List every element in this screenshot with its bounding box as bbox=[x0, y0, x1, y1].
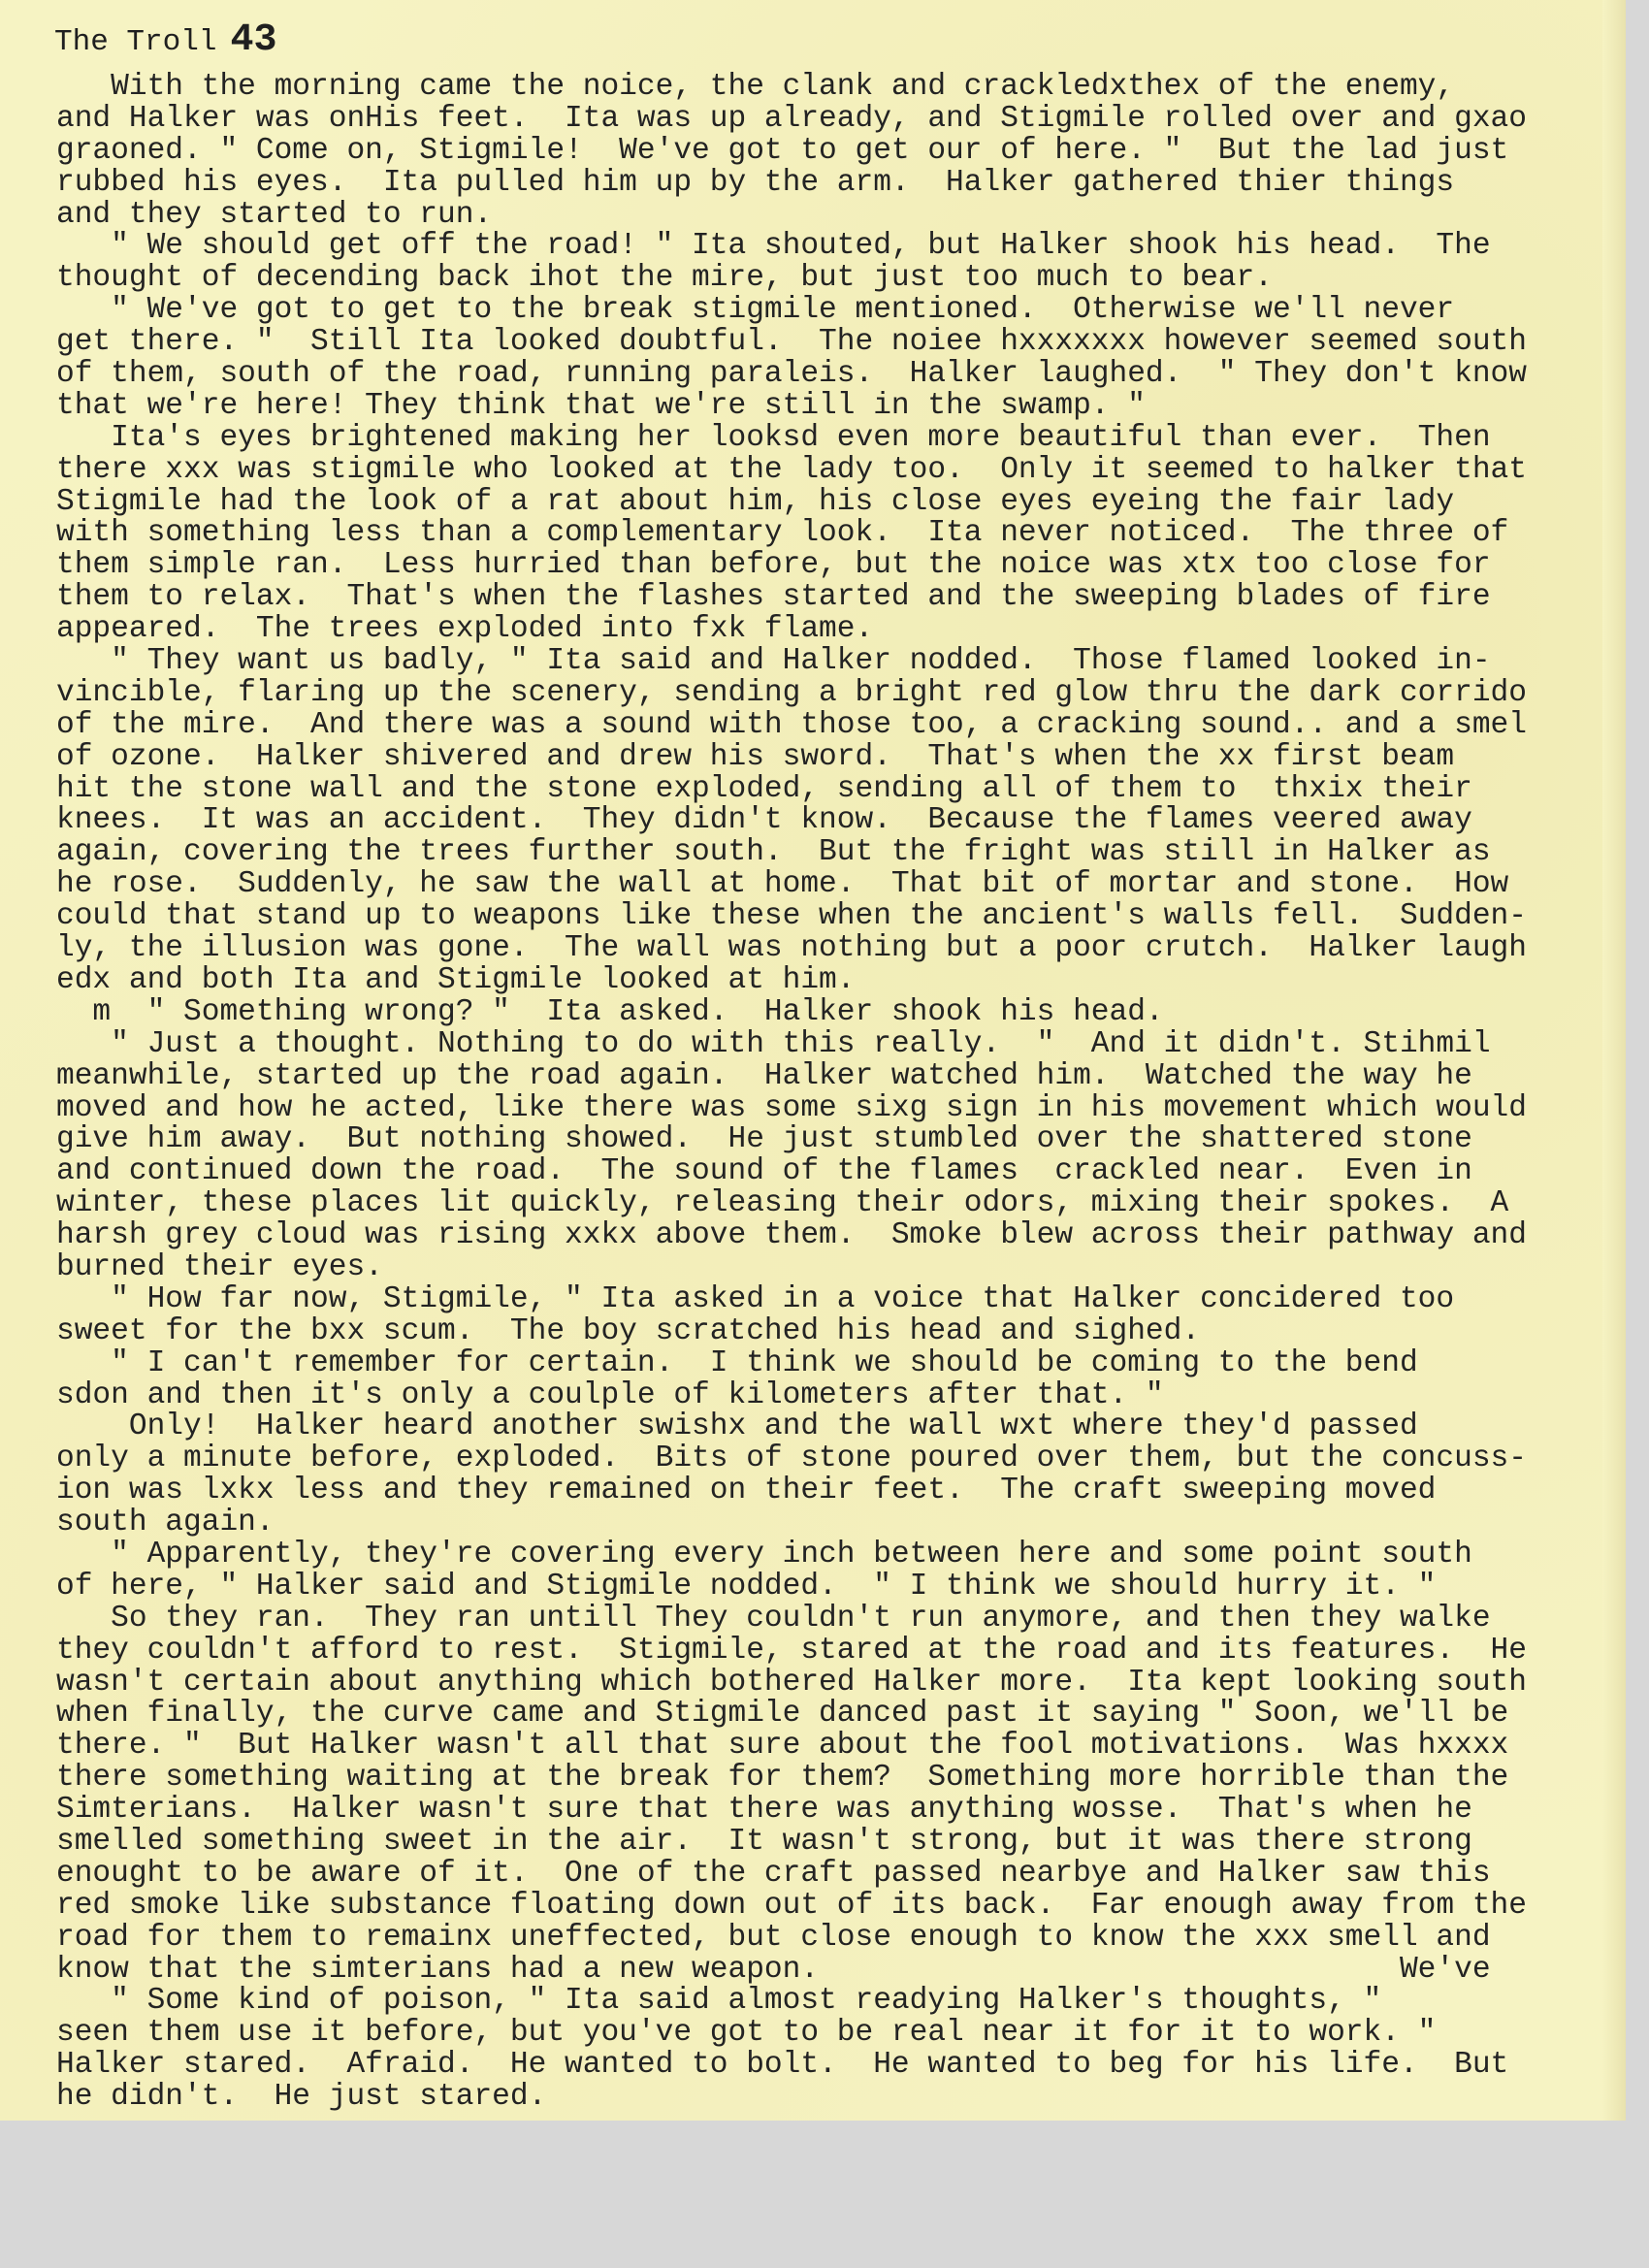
text-line: of them, south of the road, running paraleis. Halker laughed. " They don't know bbox=[56, 359, 1527, 391]
text-line: know that the simterians had a new weapon. We've bbox=[56, 1954, 1491, 1987]
text-line: again, covering the trees further south. But the fright was still in Halker as bbox=[56, 837, 1491, 870]
text-line: only a minute before, exploded. Bits of stone poured over them, but the concuss- bbox=[56, 1443, 1527, 1476]
text-line: rubbed his eyes. Ita pulled him up by the arm. Halker gathered thier things bbox=[56, 167, 1455, 200]
text-line: So they ran. They ran untill They couldn't run anymore, and then they walke bbox=[56, 1603, 1491, 1636]
text-line: thought of decending back ihot the mire, but just too much to bear. bbox=[56, 263, 1273, 296]
text-line: give him away. But nothing showed. He just stumbled over the shattered stone bbox=[56, 1124, 1472, 1157]
text-line: Only! Halker heard another swishx and the wall wxt where they'd passed bbox=[56, 1411, 1418, 1444]
text-line: " Some kind of poison, " Ita said almost readying Halker's thoughts, " bbox=[56, 1986, 1382, 2019]
text-line: he didn't. He just stared. bbox=[56, 2082, 547, 2114]
text-line: them simple ran. Less hurried than before, but the noice was xtx too close for bbox=[56, 550, 1491, 583]
text-line: get there. " Still Ita looked doubtful. The noiee hxxxxxxx however seemed south bbox=[56, 327, 1527, 360]
text-line: knees. It was an accident. They didn't know. Because the flames veered away bbox=[56, 805, 1472, 838]
text-line: there xxx was stigmile who looked at the lady too. Only it seemed to halker that bbox=[56, 454, 1527, 487]
text-line: smelled something sweet in the air. It wasn't strong, but it was there strong bbox=[56, 1826, 1472, 1859]
text-line: ly, the illusion was gone. The wall was nothing but a poor crutch. Halker laugh bbox=[56, 933, 1527, 965]
text-line: and they started to run. bbox=[56, 199, 493, 232]
text-line: sweet for the bxx scum. The boy scratched his head and sighed. bbox=[56, 1315, 1201, 1348]
text-line: Stigmile had the look of a rat about him, his close eyes eyeing the fair lady bbox=[56, 486, 1455, 519]
text-line: road for them to remainx uneffected, but close enough to know the xxx smell and bbox=[56, 1922, 1491, 1955]
text-line: " They want us badly, " Ita said and Halker nodded. Those flamed looked in- bbox=[56, 646, 1491, 678]
text-line: there something waiting at the break for them? Something more horrible than the bbox=[56, 1763, 1509, 1796]
text-line: " Just a thought. Nothing to do with this really. " And it didn't. Stihmil bbox=[56, 1028, 1491, 1061]
text-line: With the morning came the noice, the clank and crackledxthex of the enemy, bbox=[56, 72, 1455, 104]
text-line: of ozone. Halker shivered and drew his sword. That's when the xx first beam bbox=[56, 741, 1455, 774]
text-line: edx and both Ita and Stigmile looked at him. bbox=[56, 964, 856, 997]
text-line: them to relax. That's when the flashes started and the sweeping blades of fire bbox=[56, 582, 1491, 615]
text-line: ion was lxkx less and they remained on their feet. The craft sweeping moved bbox=[56, 1475, 1437, 1508]
text-line: south again. bbox=[56, 1507, 275, 1539]
text-line: could that stand up to weapons like these when the ancient's walls fell. Sudden- bbox=[56, 901, 1527, 934]
text-line: he rose. Suddenly, he saw the wall at home. That bit of mortar and stone. How bbox=[56, 869, 1509, 902]
text-line: wasn't certain about anything which bothered Halker more. Ita kept looking south bbox=[56, 1667, 1527, 1700]
text-line: " We should get off the road! " Ita shouted, but Halker shook his head. The bbox=[56, 231, 1491, 264]
page-header bbox=[54, 18, 277, 62]
text-line: " We've got to get to the break stigmile mentioned. Otherwise we'll never bbox=[56, 295, 1455, 328]
text-line: red smoke like substance floating down out of its back. Far enough away from the bbox=[56, 1890, 1527, 1923]
text-line: when finally, the curve came and Stigmile danced past it saying " Soon, we'll be bbox=[56, 1699, 1509, 1732]
text-line: appeared. The trees exploded into fxk flame. bbox=[56, 614, 874, 647]
text-line: m " Something wrong? " Ita asked. Halker shook his head. bbox=[56, 996, 1164, 1029]
text-line: vincible, flaring up the scenery, sending a bright red glow thru the dark corrido bbox=[56, 677, 1527, 710]
text-line: harsh grey cloud was rising xxkx above them. Smoke blew across their pathway and bbox=[56, 1220, 1527, 1252]
text-line: " I can't remember for certain. I think we should be coming to the bend bbox=[56, 1347, 1418, 1380]
text-line: moved and how he acted, like there was some sixg sign in his movement which would bbox=[56, 1092, 1527, 1125]
text-line: graoned. " Come on, Stigmile! We've got to get our of here. " But the lad just bbox=[56, 135, 1509, 168]
text-line: with something less than a complementary look. Ita never noticed. The three of bbox=[56, 518, 1509, 551]
text-line: seen them use it before, but you've got to be real near it for it to work. " bbox=[56, 2018, 1437, 2051]
text-line: " Apparently, they're covering every inch between here and some point south bbox=[56, 1539, 1472, 1571]
text-line: meanwhile, started up the road again. Halker watched him. Watched the way he bbox=[56, 1060, 1472, 1093]
text-line: that we're here! They think that we're still in the swamp. " bbox=[56, 390, 1146, 423]
text-line: hit the stone wall and the stone exploded, sending all of them to thxix their bbox=[56, 773, 1472, 806]
document-title: The Troll bbox=[54, 25, 217, 59]
text-line: and continued down the road. The sound of the flames crackled near. Even in bbox=[56, 1156, 1472, 1189]
text-line: burned their eyes. bbox=[56, 1251, 383, 1284]
text-line: Halker stared. Afraid. He wanted to bolt. He wanted to beg for his life. But bbox=[56, 2050, 1509, 2083]
text-line: they couldn't afford to rest. Stigmile, stared at the road and its features. He bbox=[56, 1635, 1527, 1668]
text-line: winter, these places lit quickly, releasing their odors, mixing their spokes. A bbox=[56, 1188, 1509, 1221]
text-line: " How far now, Stigmile, " Ita asked in a voice that Halker concidered too bbox=[56, 1283, 1455, 1316]
page-number: 43 bbox=[230, 18, 277, 62]
text-line: enought to be aware of it. One of the craft passed nearbye and Halker saw this bbox=[56, 1858, 1491, 1891]
text-line: there. " But Halker wasn't all that sure about the fool motivations. Was hxxxx bbox=[56, 1731, 1509, 1764]
body-text bbox=[56, 72, 1620, 2114]
text-line: Simterians. Halker wasn't sure that there was anything wosse. That's when he bbox=[56, 1795, 1472, 1827]
text-line: of the mire. And there was a sound with those too, a cracking sound.. and a smel bbox=[56, 709, 1527, 742]
text-line: of here, " Halker said and Stigmile nodded. " I think we should hurry it. " bbox=[56, 1571, 1437, 1604]
text-line: sdon and then it's only a coulple of kilometers after that. " bbox=[56, 1379, 1164, 1412]
text-line: and Halker was onHis feet. Ita was up already, and Stigmile rolled over and gxao bbox=[56, 103, 1527, 136]
text-line: Ita's eyes brightened making her looksd even more beautiful than ever. Then bbox=[56, 422, 1491, 455]
